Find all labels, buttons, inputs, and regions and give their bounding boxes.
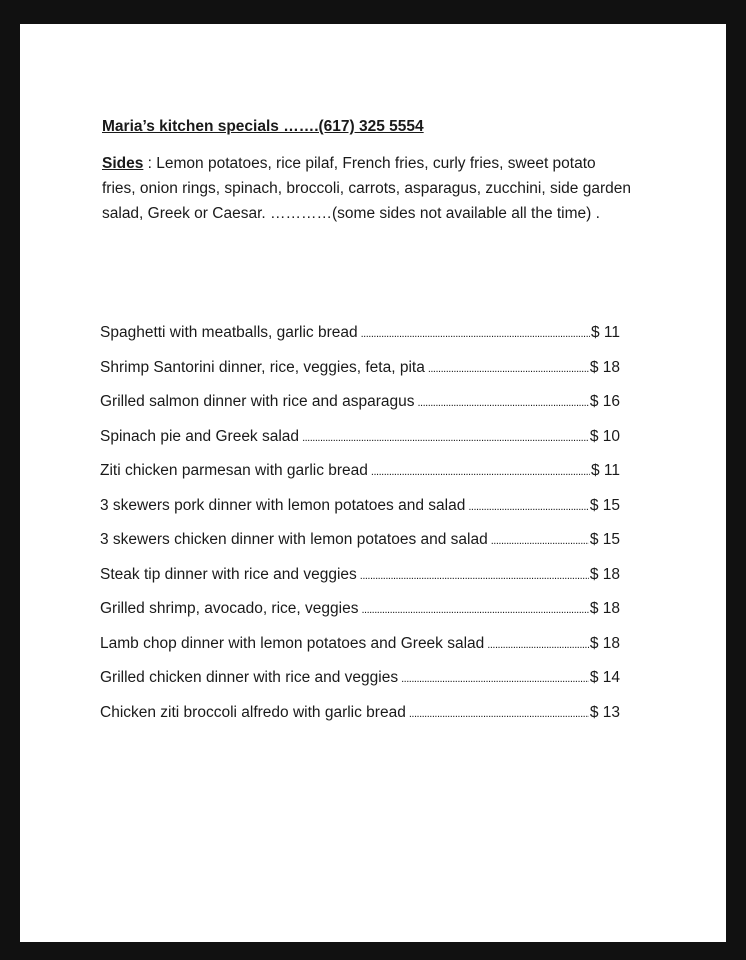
menu-item-price: $ 15 [589,496,620,514]
menu-item-price: $ 13 [589,703,620,721]
menu-item-price: $ 18 [589,600,620,617]
dot-leader [428,363,589,375]
sides-label: Sides [102,155,144,172]
menu-item-price: $ 16 [589,393,620,410]
dot-leader [409,708,589,720]
dot-leader [361,328,590,340]
menu-item [100,393,620,428]
menu-item [100,324,620,359]
menu-item-name: Chicken ziti broccoli alfredo with garlic bread [100,703,406,721]
document-page [20,24,726,942]
dot-leader [360,570,589,582]
menu-item-name: 3 skewers chicken dinner with lemon potatoes and salad [100,531,488,548]
page-title: Maria’s kitchen specials …….(617) 325 5554 [102,118,424,135]
menu-item [100,669,620,704]
dot-leader [371,466,590,478]
dot-leader [302,432,589,444]
menu-item-price: $ 11 [590,324,620,341]
menu-list [100,324,620,738]
menu-item-price: $ 18 [589,634,620,652]
menu-item-name: Grilled shrimp, avocado, rice, veggies [100,600,359,617]
dot-leader [468,501,589,513]
menu-item-price: $ 10 [589,427,620,445]
menu-item [100,600,620,635]
sides-paragraph [102,151,632,226]
menu-item-name: Shrimp Santorini dinner, rice, veggies, feta, pita [100,358,425,376]
menu-item-name: Ziti chicken parmesan with garlic bread [100,462,368,479]
menu-item [100,359,620,394]
menu-item-name: Grilled salmon dinner with rice and asparagus [100,393,415,410]
dot-leader [491,535,589,547]
dot-leader [487,639,589,651]
menu-item [100,566,620,601]
menu-item [100,635,620,670]
dot-leader [417,397,588,409]
menu-item [100,428,620,463]
dot-leader [361,604,588,616]
menu-item-name: Grilled chicken dinner with rice and veggies [100,669,399,686]
sides-text: : Lemon potatoes, rice pilaf, French fries, curly fries, sweet potato fries, onion rings, spinach, broccoli, carrots, asparagus, zucchini, side garden salad, Greek or Caesar. …………(some sides not available all the time) . [102,155,631,222]
menu-item-price: $ 18 [589,358,620,376]
menu-item [100,704,620,739]
menu-item [100,497,620,532]
menu-item-name: Steak tip dinner with rice and veggies [100,565,357,583]
menu-item-price: $ 18 [589,565,620,583]
menu-item [100,531,620,566]
menu-item-name: 3 skewers pork dinner with lemon potatoes and salad [100,496,466,514]
dot-leader [401,673,589,685]
menu-item [100,462,620,497]
menu-item-name: Spaghetti with meatballs, garlic bread [100,324,358,341]
menu-item-price: $ 14 [589,669,620,686]
menu-item-price: $ 15 [589,531,620,548]
menu-item-name: Lamb chop dinner with lemon potatoes and Greek salad [100,634,485,652]
menu-item-name: Spinach pie and Greek salad [100,427,300,445]
menu-item-price: $ 11 [590,462,620,479]
